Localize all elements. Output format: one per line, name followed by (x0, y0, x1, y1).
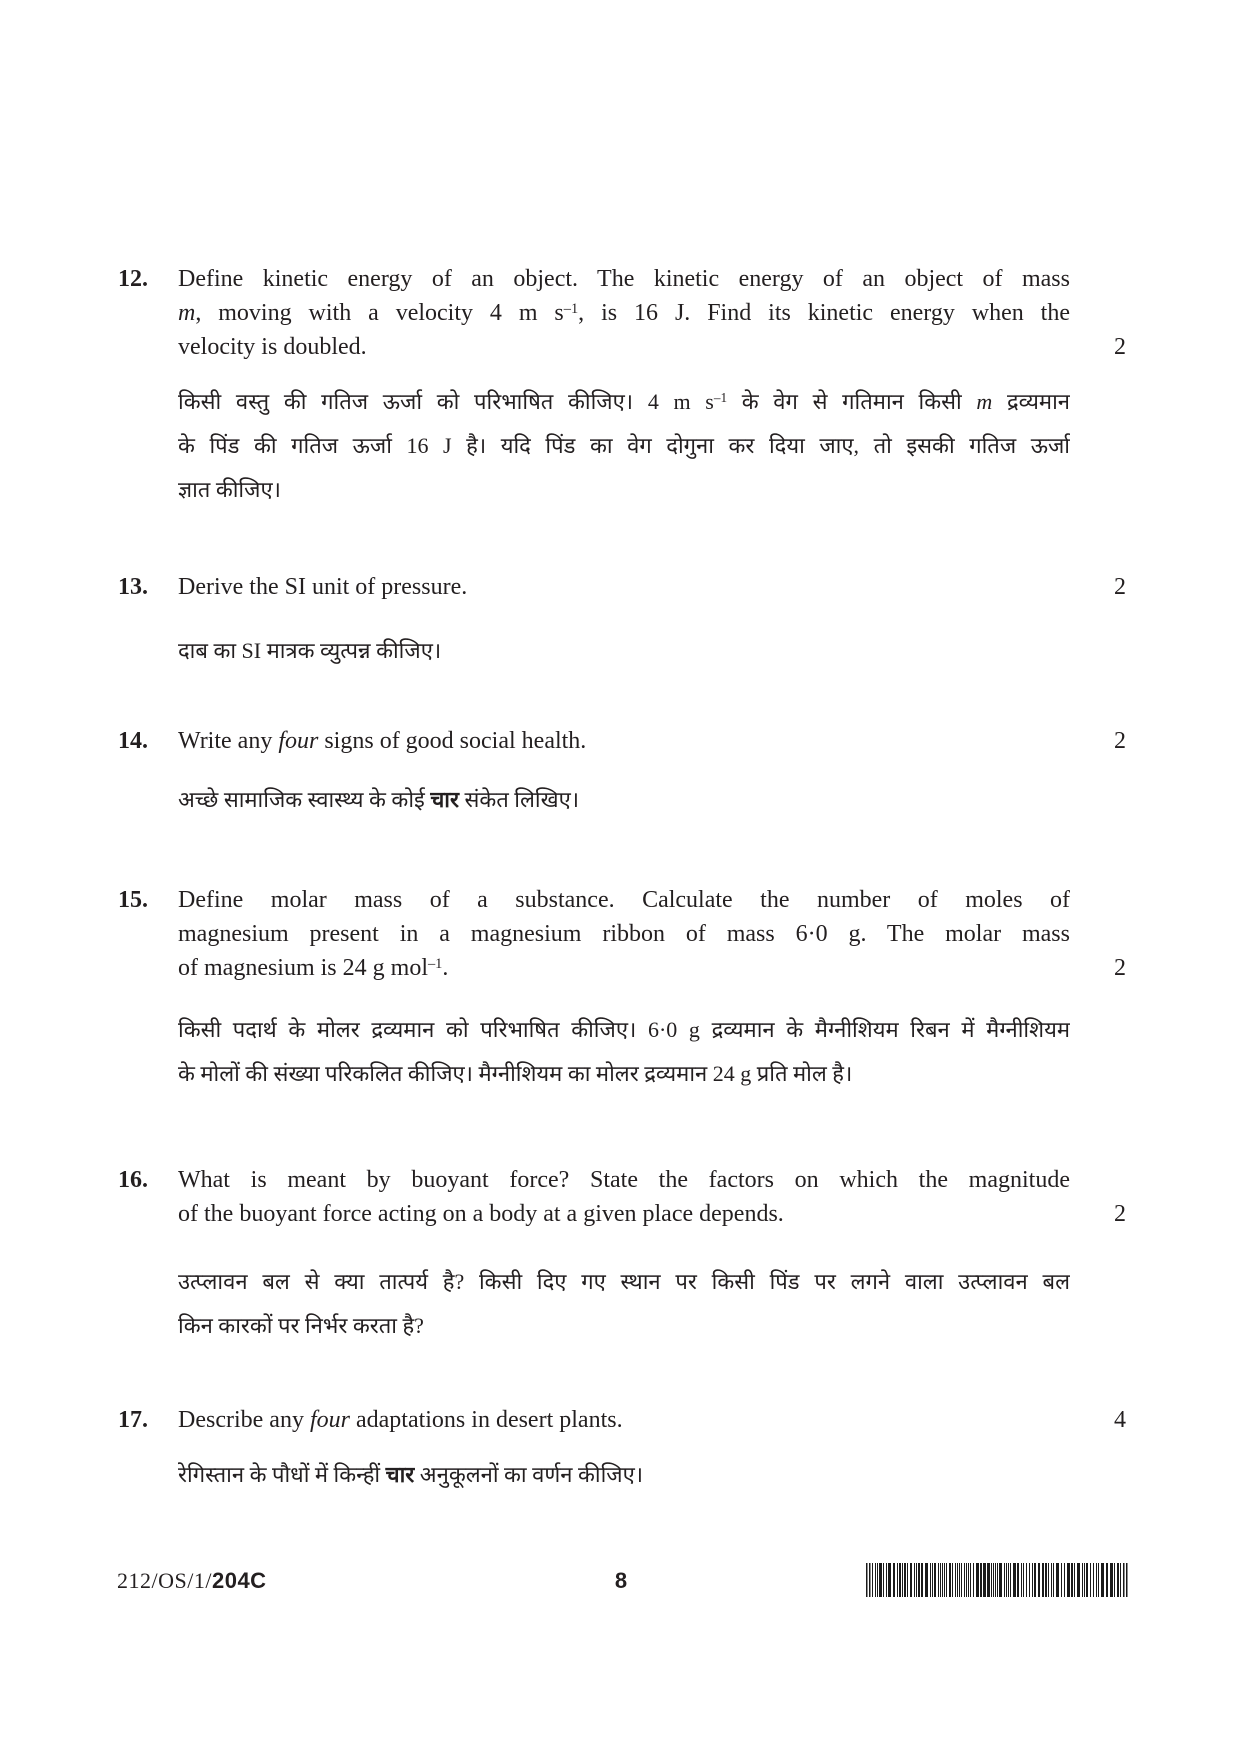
text-segment: द्रव्यमान (992, 389, 1070, 414)
barcode-bar (932, 1563, 933, 1597)
barcode-bar (1061, 1563, 1062, 1597)
hindi-line (178, 1052, 1070, 1096)
text-segment: Write any (178, 728, 279, 754)
barcode-bar (1117, 1563, 1119, 1597)
barcode (866, 1563, 1128, 1597)
barcode-bar (1064, 1563, 1065, 1597)
barcode-bar (1067, 1563, 1070, 1597)
text-segment: के वेग से गतिमान किसी (727, 389, 977, 414)
barcode-bar (1008, 1563, 1009, 1597)
text-segment: Define kinetic energy of an object. The kinetic energy of an object of mass (178, 266, 1070, 292)
barcode-bar (1021, 1563, 1022, 1597)
barcode-bar (902, 1563, 903, 1597)
hindi-text (178, 1453, 1070, 1497)
italic-text: four (278, 728, 319, 754)
barcode-bar (995, 1563, 996, 1597)
barcode-bar (875, 1563, 876, 1597)
barcode-bar (1114, 1563, 1115, 1597)
question-text (178, 883, 1070, 1096)
barcode-bar (957, 1563, 958, 1597)
english-text (178, 883, 1070, 985)
barcode-bar (930, 1563, 931, 1597)
english-line (178, 262, 1070, 296)
page-number: 8 (614, 1568, 628, 1593)
text-segment: Describe any (178, 1407, 310, 1433)
barcode-bar (1017, 1563, 1019, 1597)
barcode-bar (1101, 1563, 1104, 1597)
barcode-bar (872, 1563, 873, 1597)
text-segment: Define molar mass of a substance. Calculate the number of moles of (178, 887, 1070, 913)
barcode-bar (997, 1563, 998, 1597)
hindi-line (178, 1304, 1070, 1348)
barcode-bar (866, 1563, 868, 1597)
english-text (178, 262, 1070, 364)
text-segment: signs of good social health. (318, 728, 587, 754)
barcode-bar (1029, 1563, 1030, 1597)
marks: 2 (1114, 574, 1126, 600)
barcode-bar (1053, 1563, 1054, 1597)
barcode-bar (1013, 1563, 1016, 1597)
barcode-bar (1032, 1563, 1033, 1597)
barcode-bar (916, 1563, 917, 1597)
english-line (178, 570, 1070, 604)
english-text (178, 570, 1070, 604)
barcode-bar (1084, 1563, 1085, 1597)
barcode-bar (897, 1563, 898, 1597)
barcode-bar (883, 1563, 884, 1597)
barcode-bar (893, 1563, 895, 1597)
hindi-line (178, 1260, 1070, 1304)
english-text (178, 724, 1070, 758)
barcode-bar (968, 1563, 969, 1597)
barcode-bar (966, 1563, 967, 1597)
barcode-bar (1034, 1563, 1036, 1597)
marks: 4 (1114, 1407, 1126, 1433)
barcode-bar (1110, 1563, 1113, 1597)
marks: 2 (1114, 955, 1126, 981)
question-number: 17. (118, 1407, 148, 1433)
english-line (178, 917, 1070, 951)
text-segment: adaptations in desert plants. (349, 1407, 623, 1433)
english-text (178, 1403, 1070, 1437)
barcode-bar (1074, 1563, 1075, 1597)
hindi-line (178, 1008, 1070, 1052)
hindi-text (178, 1008, 1070, 1096)
barcode-bar (934, 1563, 936, 1597)
hindi-line (178, 380, 1070, 424)
barcode-bar (925, 1563, 928, 1597)
barcode-bar (1106, 1563, 1108, 1597)
barcode-bar (938, 1563, 939, 1597)
barcode-bar (1120, 1563, 1121, 1597)
english-line (178, 1197, 1070, 1231)
text-segment: के मोलों की संख्या परिकलित कीजिए। मैग्नीशियम का मोलर द्रव्यमान 24 g प्रति मोल है। (178, 1061, 853, 1086)
bold-text: चार (430, 787, 459, 812)
barcode-bar (991, 1563, 992, 1597)
question-number: 13. (118, 574, 148, 600)
barcode-bar (944, 1563, 945, 1597)
barcode-bar (940, 1563, 941, 1597)
barcode-bar (1093, 1563, 1094, 1597)
paper-code-prefix: 212/OS/1/ (117, 1568, 212, 1593)
barcode-bar (1098, 1563, 1099, 1597)
text-segment: What is meant by buoyant force? State the factors on which the magnitude (178, 1167, 1070, 1193)
question-text (178, 262, 1070, 512)
barcode-bar (987, 1563, 990, 1597)
italic-text: m (976, 389, 993, 414)
barcode-bar (980, 1563, 982, 1597)
barcode-bar (1023, 1563, 1024, 1597)
barcode-bar (1071, 1563, 1073, 1597)
barcode-bar (1086, 1563, 1088, 1597)
superscript: –1 (563, 300, 579, 317)
paper-code (117, 1566, 267, 1596)
barcode-bar (907, 1563, 908, 1597)
barcode-bar (1004, 1563, 1005, 1597)
text-segment: रेगिस्तान के पौधों में किन्हीं (178, 1462, 386, 1487)
question-number: 14. (118, 728, 148, 754)
text-segment: किसी पदार्थ के मोलर द्रव्यमान को परिभाषित कीजिए। 6·0 g द्रव्यमान के मैग्नीशियम रिबन में मैग्नीशियम (178, 1017, 1070, 1042)
barcode-bar (1051, 1563, 1052, 1597)
barcode-bar (1077, 1563, 1080, 1597)
barcode-bar (959, 1563, 960, 1597)
text-segment: अच्छे सामाजिक स्वास्थ्य के कोई (178, 787, 431, 812)
barcode-bar (1006, 1563, 1007, 1597)
barcode-bar (921, 1563, 923, 1597)
text-segment: velocity is doubled. (178, 334, 367, 360)
barcode-bar (1026, 1563, 1027, 1597)
question-number: 16. (118, 1167, 148, 1193)
hindi-line (178, 424, 1070, 468)
english-line (178, 1403, 1070, 1437)
barcode-bar (942, 1563, 943, 1597)
barcode-bar (914, 1563, 915, 1597)
barcode-bar (999, 1563, 1002, 1597)
barcode-bar (1042, 1563, 1044, 1597)
hindi-text (178, 1260, 1070, 1348)
english-line (178, 296, 1070, 330)
text-segment: . (442, 955, 449, 981)
barcode-bar (879, 1563, 882, 1597)
marks: 2 (1114, 728, 1126, 754)
text-segment: किन कारकों पर निर्भर करता है? (178, 1313, 424, 1338)
marks: 2 (1114, 1201, 1126, 1227)
barcode-bar (888, 1563, 891, 1597)
question-text (178, 570, 1070, 673)
text-segment: , is 16 J. Find its kinetic energy when the (578, 300, 1070, 326)
text-segment: संकेत लिखिए। (459, 787, 580, 812)
text-segment: दाब का SI मात्रक व्युत्पन्न कीजिए। (178, 638, 442, 663)
barcode-bar (955, 1563, 956, 1597)
question-number: 15. (118, 887, 148, 913)
hindi-text (178, 629, 1070, 673)
barcode-bar (877, 1563, 878, 1597)
barcode-bar (949, 1563, 951, 1597)
superscript: –1 (427, 955, 443, 972)
english-line (178, 330, 1070, 364)
barcode-bar (1082, 1563, 1083, 1597)
barcode-bar (1126, 1563, 1128, 1597)
superscript: –1 (713, 390, 728, 406)
italic-text: four (309, 1407, 350, 1433)
text-segment: किसी वस्तु की गतिज ऊर्जा को परिभाषित कीजिए। 4 m s (178, 389, 714, 414)
marks: 2 (1114, 334, 1126, 360)
hindi-line (178, 468, 1070, 512)
english-text (178, 1163, 1070, 1231)
barcode-bar (946, 1563, 947, 1597)
barcode-bar (918, 1563, 920, 1597)
barcode-bar (869, 1563, 871, 1597)
english-line (178, 951, 1070, 985)
text-segment: , moving with a velocity 4 m s (195, 300, 564, 326)
question-text (178, 724, 1070, 822)
barcode-bar (970, 1563, 971, 1597)
barcode-bar (973, 1563, 974, 1597)
paper-code-set: 204C (211, 1568, 267, 1593)
hindi-line (178, 629, 1070, 673)
italic-text: m (178, 300, 196, 326)
question-text (178, 1403, 1070, 1497)
question-text (178, 1163, 1070, 1348)
barcode-bar (961, 1563, 962, 1597)
barcode-bar (899, 1563, 901, 1597)
barcode-bar (976, 1563, 979, 1597)
bold-text: चार (385, 1462, 415, 1487)
english-line (178, 1163, 1070, 1197)
barcode-bar (1096, 1563, 1097, 1597)
text-segment: अनुकूलनों का वर्णन कीजिए। (414, 1462, 644, 1487)
english-line (178, 724, 1070, 758)
barcode-bar (964, 1563, 965, 1597)
barcode-bar (1048, 1563, 1049, 1597)
question-number: 12. (118, 266, 148, 292)
barcode-bar (910, 1563, 912, 1597)
barcode-bar (983, 1563, 986, 1597)
barcode-bar (1010, 1563, 1011, 1597)
barcode-bar (993, 1563, 994, 1597)
barcode-bar (1123, 1563, 1125, 1597)
hindi-text (178, 380, 1070, 512)
text-segment: के पिंड की गतिज ऊर्जा 16 J है। यदि पिंड का वेग दोगुना कर दिया जाए, तो इसकी गतिज ऊर्जा (178, 433, 1070, 458)
barcode-bar (1038, 1563, 1040, 1597)
text-segment: ज्ञात कीजिए। (178, 477, 281, 502)
barcode-bar (1056, 1563, 1059, 1597)
text-segment: Derive the SI unit of pressure. (178, 574, 468, 600)
hindi-line (178, 778, 1070, 822)
hindi-line (178, 1453, 1070, 1497)
text-segment: उत्प्लावन बल से क्या तात्पर्य है? किसी दिए गए स्थान पर किसी पिंड पर लगने वाला उत्प्लावन बल (178, 1269, 1070, 1294)
barcode-bar (904, 1563, 906, 1597)
text-segment: magnesium present in a magnesium ribbon of mass 6·0 g. The molar mass (178, 921, 1070, 947)
hindi-text (178, 778, 1070, 822)
barcode-bar (1045, 1563, 1047, 1597)
barcode-bar (952, 1563, 953, 1597)
barcode-bar (1090, 1563, 1091, 1597)
barcode-bar (886, 1563, 887, 1597)
text-segment: of magnesium is 24 g mol (178, 955, 428, 981)
text-segment: of the buoyant force acting on a body at a given place depends. (178, 1201, 784, 1227)
english-line (178, 883, 1070, 917)
